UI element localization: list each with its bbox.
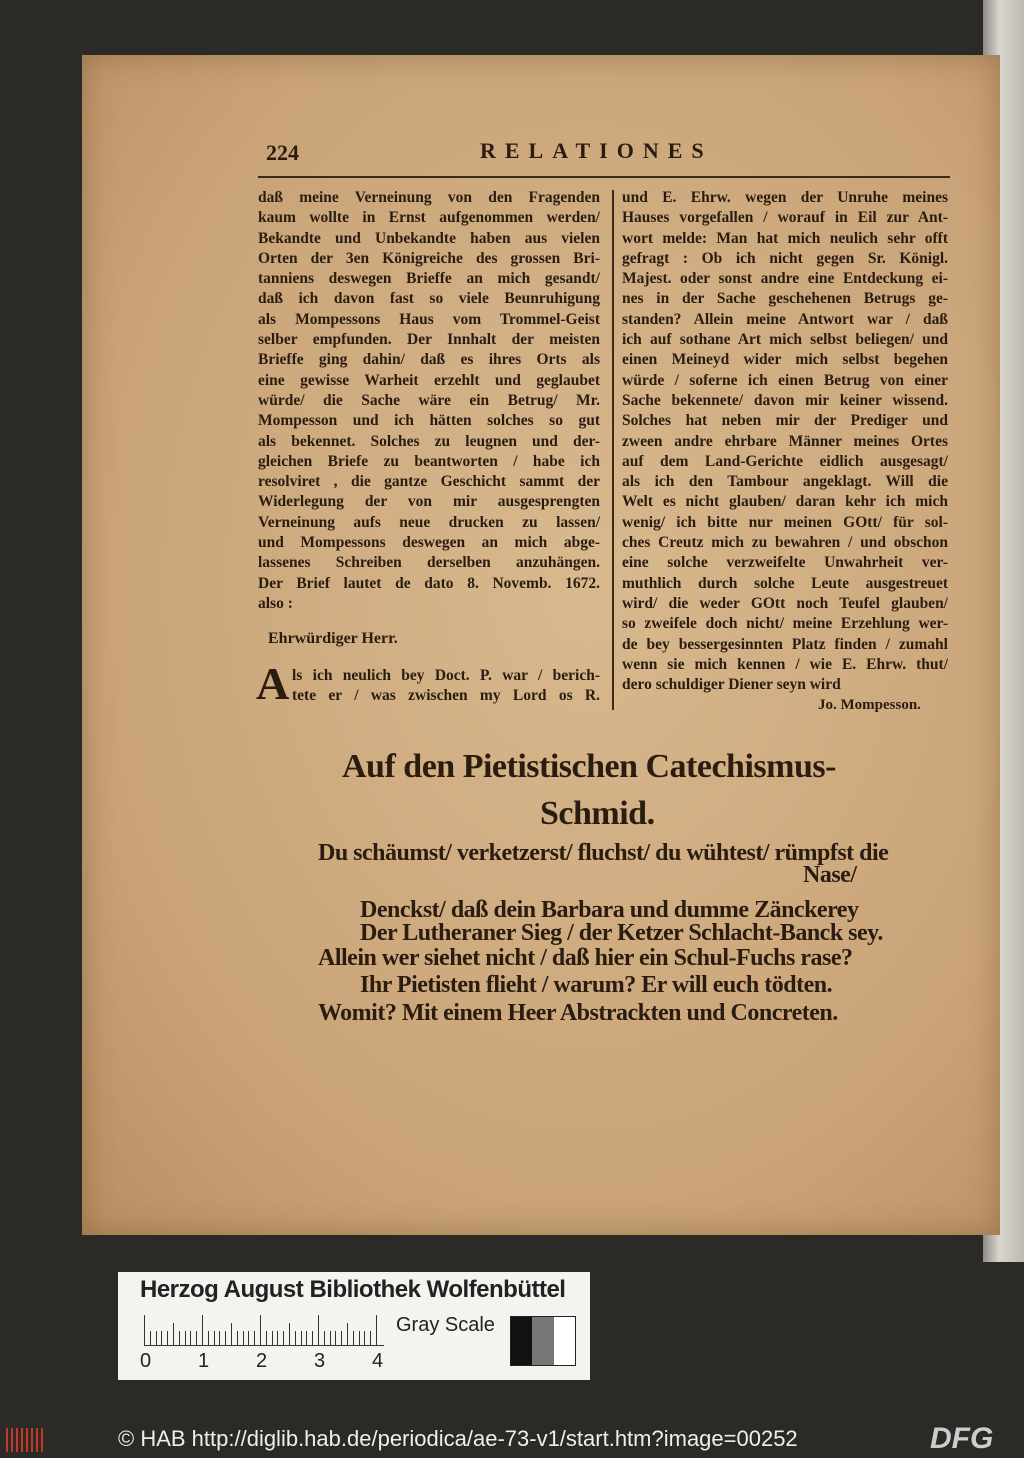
poem-line: Du schäumst/ verketzerst/ fluchst/ du wühtest/ rümpfst die [318, 840, 889, 866]
text-line: gefragt : Ob ich nicht gegen Sr. Königl. [622, 249, 948, 267]
poem-line: Denckst/ daß dein Barbara und dumme Zänckerey [360, 897, 859, 923]
ruler-number: 0 [140, 1350, 152, 1372]
poem-title-line-1: Auf den Pietistischen Catechismus- [342, 748, 836, 785]
ruler-tick [353, 1331, 354, 1345]
text-line: Brieffe ging dahin/ daß es ihres Orts als [258, 351, 600, 369]
text-line: Mompesson und ich hätten solches so gut [258, 412, 600, 430]
ruler-number: 4 [372, 1350, 384, 1372]
ruler-tick [185, 1331, 186, 1345]
ruler-tick [219, 1331, 220, 1345]
gray-scale-label: Gray Scale [396, 1314, 495, 1336]
dfg-logo: DFG [930, 1422, 994, 1455]
ruler-tick [312, 1331, 313, 1345]
ruler-tick [335, 1331, 336, 1345]
barcode-icon [6, 1428, 46, 1452]
left-column [258, 188, 600, 614]
ruler-number: 3 [314, 1350, 326, 1372]
ruler-tick [225, 1331, 226, 1345]
color-calibration-card [118, 1272, 590, 1380]
header-rule [258, 176, 950, 178]
text-line: und Mompessons deswegen an mich abge- [258, 534, 600, 552]
ruler-tick [202, 1315, 203, 1345]
letter-salutation: Ehrwürdiger Herr. [268, 630, 398, 647]
text-line: als ich den Tambour angeklagt. Will die [622, 473, 948, 491]
text-line: Bekandte und Unbekandte haben aus vielen [258, 229, 600, 247]
ruler-tick [237, 1331, 238, 1345]
ruler-tick [277, 1331, 278, 1345]
ruler-tick [283, 1331, 284, 1345]
text-line: zween andre ehrbare Männer meines Ortes [622, 432, 948, 450]
text-line: so zweifele doch nicht/ meine Erzehlung wer- [622, 615, 948, 633]
ruler-tick [231, 1323, 232, 1345]
letter-opening [256, 658, 600, 709]
text-line: würde/ die Sache wäre ein Betrug/ Mr. [258, 391, 600, 409]
text-line: und E. Ehrw. wegen der Unruhe meines [622, 189, 948, 206]
ruler-tick [248, 1331, 249, 1345]
ruler-tick [359, 1331, 360, 1345]
text-line: Orten der 3en Königreiche des grossen Bri- [258, 249, 600, 267]
text-line: de bey bessergesinnten Platz finden / zumahl [622, 635, 948, 653]
text-line: Majest. oder sonst andre eine Entdeckung ei- [622, 270, 948, 288]
letter-signature: Jo. Mompesson. [818, 697, 921, 713]
ruler-tick [173, 1323, 174, 1345]
ruler-tick [272, 1331, 273, 1345]
ruler-tick [306, 1331, 307, 1345]
footer-bar [0, 1420, 1024, 1458]
text-line: daß ich davon fast so viele Beunruhigung [258, 290, 600, 308]
poem-line: Womit? Mit einem Heer Abstrackten und Concreten. [318, 1000, 838, 1026]
copyright-url[interactable]: © HAB http://diglib.hab.de/periodica/ae-73-v1/start.htm?image=00252 [118, 1426, 798, 1451]
text-line: gleichen Briefe zu beantworten / habe ich [258, 452, 600, 470]
text-line: dero schuldiger Diener seyn wird [622, 676, 841, 694]
text-line: daß meine Verneinung von den Fragenden [258, 189, 600, 206]
library-name: Herzog August Bibliothek Wolfenbüttel [140, 1276, 566, 1303]
text-line: wenn sie mich kennen / wie E. Ehrw. thut/ [622, 655, 948, 673]
text-line: selber empfunden. Der Innhalt der meisten [258, 331, 600, 349]
ruler-tick [318, 1315, 319, 1345]
ruler-tick [179, 1331, 180, 1345]
ruler-tick [347, 1323, 348, 1345]
text-line: lassenes Schreiben derselben anzuhängen. [258, 554, 600, 572]
text-line: Welt es nicht glauben/ daran kehr ich mich [622, 493, 948, 511]
text-line: muthlich durch solche Leute ausgestreuet [622, 574, 948, 592]
page-number: 224 [266, 140, 299, 165]
text-line: resolviret , die gantze Geschicht sammt der [258, 473, 600, 491]
text-line: Hauses vorgefallen / worauf in Eil zur Ant- [622, 209, 948, 227]
text-line: als bekennet. Solches zu leugnen und der- [258, 432, 600, 450]
ruler-tick [156, 1331, 157, 1345]
ruler-scale [144, 1316, 384, 1346]
ruler-tick [364, 1331, 365, 1345]
ruler-tick [341, 1331, 342, 1345]
ruler-tick [295, 1331, 296, 1345]
text-line: wort melde: Man hat mich neulich sehr offt [622, 229, 948, 247]
ruler-tick [144, 1315, 145, 1345]
text-line: ches Creutz mich zu bewahren / und obschon [622, 534, 948, 552]
poem-line: Der Lutheraner Sieg / der Ketzer Schlacht-Banck sey. [360, 920, 883, 946]
ruler-tick [330, 1331, 331, 1345]
right-column [622, 188, 948, 695]
ruler-tick [301, 1331, 302, 1345]
text-line: als Mompessons Haus vom Trommel-Geist [258, 310, 600, 328]
text-line: auf dem Land-Gerichte eidlich ausgesagt/ [622, 452, 948, 470]
text-line: Widerlegung der von mir ausgesprengten [258, 493, 600, 511]
text-line: Sache bekennete/ davon mir keiner wissend. [622, 391, 948, 409]
text-line: tete er / was zwischen my Lord os R. [292, 687, 600, 705]
ruler-tick [150, 1331, 151, 1345]
ruler-tick [196, 1331, 197, 1345]
text-line: würde / soferne ich einen Betrug von einer [622, 371, 948, 389]
text-line: Solches hat neben mir der Prediger und [622, 412, 948, 430]
ruler-tick [289, 1323, 290, 1345]
ruler-tick [324, 1331, 325, 1345]
ruler-tick [260, 1315, 261, 1345]
drop-cap: A [256, 658, 290, 709]
ruler-tick [161, 1331, 162, 1345]
poem-title-line-2: Schmid. [540, 795, 655, 832]
ruler-tick [214, 1331, 215, 1345]
text-line: wenig/ ich bitte nur meinen GOtt/ für sol- [622, 513, 948, 531]
text-line: ich auf sothane Art mich selbst beliegen/ und [622, 331, 948, 349]
ruler-tick [190, 1331, 191, 1345]
ruler-tick [167, 1331, 168, 1345]
gray-scale-swatch [510, 1316, 576, 1366]
ruler-number: 1 [198, 1350, 210, 1372]
ruler-number: 2 [256, 1350, 268, 1372]
ruler-tick [208, 1331, 209, 1345]
poem-line: Nase/ [803, 862, 857, 888]
text-line: also : [258, 594, 293, 612]
text-line: tanniens deswegen Brieffe an mich gesandt/ [258, 270, 600, 288]
text-line: eine gewisse Warheit erzehlt und geglaubet [258, 371, 600, 389]
column-divider [612, 190, 614, 710]
ruler-tick [243, 1331, 244, 1345]
text-line: einen Meineyd wider mich selbst begehen [622, 351, 948, 369]
ruler-tick [266, 1331, 267, 1345]
ruler-tick [254, 1331, 255, 1345]
poem-line: Ihr Pietisten flieht / warum? Er will euch tödten. [360, 972, 833, 998]
ruler-tick [370, 1331, 371, 1345]
text-line: standen? Allein meine Antwort war / daß [622, 310, 948, 328]
text-line: ls ich neulich bey Doct. P. war / berich- [292, 667, 600, 684]
text-line: Verneinung aufs neue drucken zu lassen/ [258, 513, 600, 531]
text-line: kaum wollte in Ernst aufgenommen werden/ [258, 209, 600, 227]
running-head: RELATIONES [480, 138, 713, 163]
poem-line: Allein wer siehet nicht / daß hier ein Schul-Fuchs rase? [318, 945, 853, 971]
text-line: Der Brief lautet de dato 8. Novemb. 1672. [258, 574, 600, 592]
text-line: eine solche verzweifelte Unwahrheit ver- [622, 554, 948, 572]
text-line: wird/ die weder GOtt noch Teufel glauben/ [622, 594, 948, 612]
text-line: nes in der Sache geschehenen Betrugs ge- [622, 290, 948, 308]
ruler-tick [376, 1315, 377, 1345]
